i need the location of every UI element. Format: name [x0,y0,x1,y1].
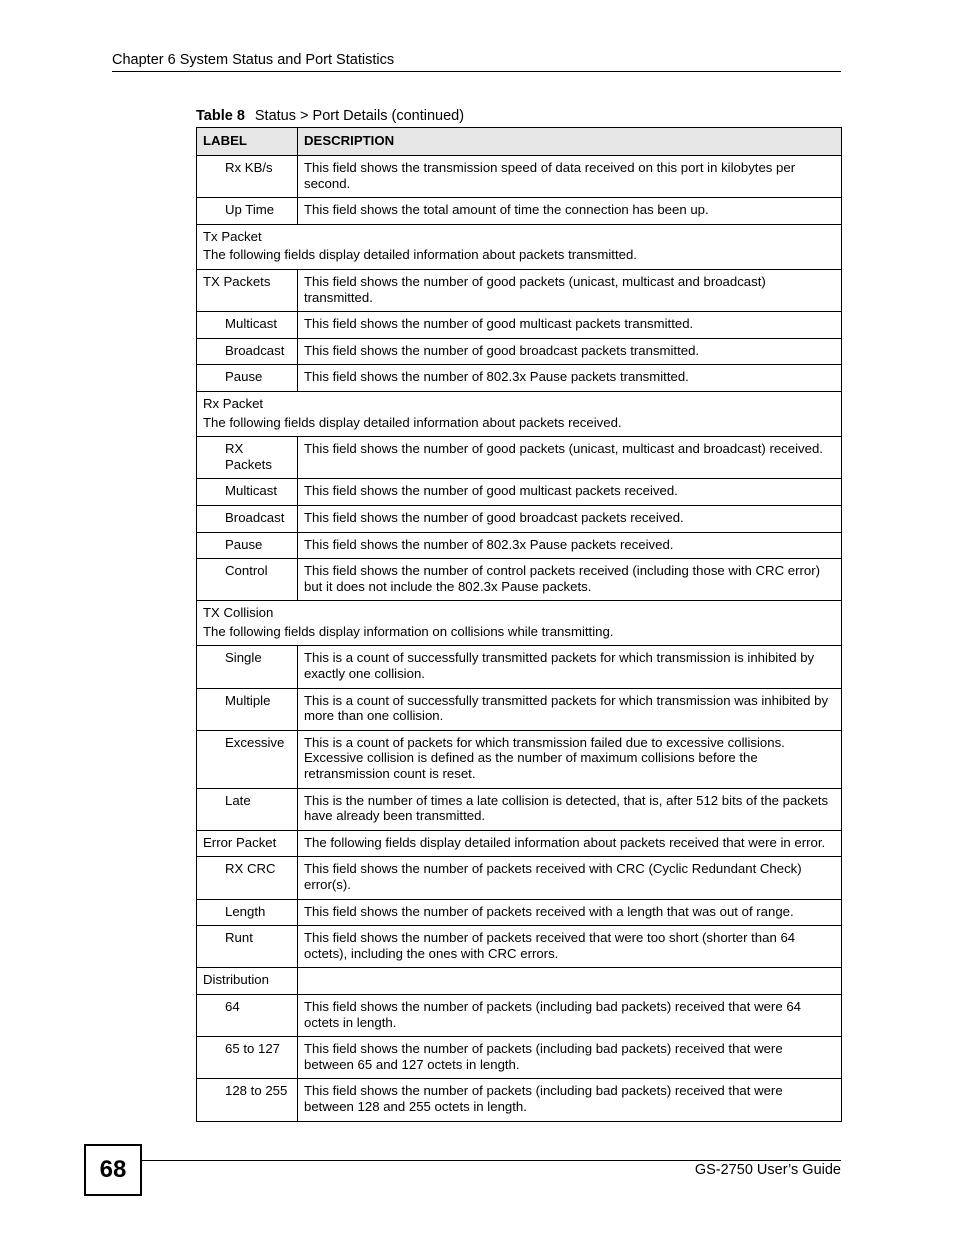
footer-rule [140,1160,841,1161]
section-title: Rx Packet [203,395,264,411]
table-row [197,830,842,857]
table-number: Table 8 [196,108,245,124]
section-description: The following fields display information on collisions while transmitting. [203,623,614,639]
label-cell: Length [197,899,298,926]
table-row [197,505,842,532]
label-cell: Broadcast [197,505,298,532]
label-cell: Multicast [197,312,298,339]
section-cell [197,601,842,646]
label-cell: Single [197,646,298,688]
description-cell: This field shows the number of good multicast packets transmitted. [298,312,842,339]
description-cell: The following fields display detailed information about packets received that were in error. [298,830,842,857]
description-cell: This field shows the number of good broadcast packets transmitted. [298,338,842,365]
label-cell: Multiple [197,688,298,730]
label-cell: 128 to 255 [197,1079,298,1121]
table-row [197,994,842,1036]
description-cell: This field shows the number of good broadcast packets received. [298,505,842,532]
port-details-table [196,127,842,1122]
description-cell: This field shows the number of good multicast packets received. [298,479,842,506]
column-header-description: DESCRIPTION [298,128,842,156]
chapter-header: Chapter 6 System Status and Port Statistics [112,52,841,72]
table-row [197,559,842,601]
description-cell: This field shows the total amount of time the connection has been up. [298,198,842,225]
section-cell [197,224,842,269]
label-cell: Rx KB/s [197,156,298,198]
table-body [197,156,842,1122]
table-row [197,532,842,559]
table-row [197,968,842,995]
label-cell: Error Packet [197,830,298,857]
table-row [197,1079,842,1121]
table-row [197,1037,842,1079]
section-description: The following fields display detailed information about packets received. [203,414,622,430]
label-cell: RX Packets [197,437,298,479]
description-cell: This field shows the number of good packets (unicast, multicast and broadcast) received. [298,437,842,479]
label-cell: Runt [197,926,298,968]
section-row [197,601,842,646]
section-description: The following fields display detailed information about packets transmitted. [203,247,637,263]
label-cell: RX CRC [197,857,298,899]
table-row [197,437,842,479]
description-cell: This field shows the number of packets (including bad packets) received that were between 128 and 255 octets in length. [298,1079,842,1121]
description-cell: This is a count of packets for which transmission failed due to excessive collisions. Excessive collision is defined as the number of maximum collisions before the retransmission count is reset. [298,730,842,788]
label-cell: 64 [197,994,298,1036]
label-cell: Pause [197,365,298,392]
description-cell [298,968,842,995]
table-row [197,926,842,968]
section-title: Tx Packet [203,228,262,244]
description-cell: This is a count of successfully transmitted packets for which transmission is inhibited by exactly one collision. [298,646,842,688]
description-cell: This field shows the number of 802.3x Pause packets transmitted. [298,365,842,392]
section-title: TX Collision [203,605,274,621]
label-cell: Distribution [197,968,298,995]
table-row [197,688,842,730]
table-row [197,365,842,392]
table-row [197,899,842,926]
description-cell: This is a count of successfully transmitted packets for which transmission was inhibited by more than one collision. [298,688,842,730]
label-cell: TX Packets [197,269,298,311]
label-cell: Up Time [197,198,298,225]
table-row [197,646,842,688]
table-row [197,338,842,365]
table-header-row [197,128,842,156]
table-row [197,788,842,830]
table-row [197,312,842,339]
description-cell: This field shows the number of good packets (unicast, multicast and broadcast) transmitted. [298,269,842,311]
guide-title: GS-2750 User’s Guide [694,1162,841,1178]
section-row [197,224,842,269]
description-cell: This field shows the number of packets (including bad packets) received that were 64 octets in length. [298,994,842,1036]
table-row [197,156,842,198]
label-cell: Control [197,559,298,601]
label-cell: Excessive [197,730,298,788]
description-cell: This field shows the number of packets received with a length that was out of range. [298,899,842,926]
table-row [197,857,842,899]
description-cell: This field shows the number of 802.3x Pause packets received. [298,532,842,559]
section-cell [197,391,842,436]
description-cell: This field shows the number of packets (including bad packets) received that were between 65 and 127 octets in length. [298,1037,842,1079]
section-row [197,391,842,436]
description-cell: This is the number of times a late collision is detected, that is, after 512 bits of the packets have already been transmitted. [298,788,842,830]
label-cell: Pause [197,532,298,559]
table-row [197,198,842,225]
description-cell: This field shows the transmission speed of data received on this port in kilobytes per second. [298,156,842,198]
description-cell: This field shows the number of packets received that were too short (shorter than 64 octets), including the ones with CRC errors. [298,926,842,968]
page-number: 68 [84,1144,142,1196]
table-row [197,730,842,788]
label-cell: 65 to 127 [197,1037,298,1079]
label-cell: Broadcast [197,338,298,365]
description-cell: This field shows the number of control packets received (including those with CRC error) but it does not include the 802.3x Pause packets. [298,559,842,601]
table-title: Status > Port Details (continued) [254,108,465,124]
label-cell: Multicast [197,479,298,506]
description-cell: This field shows the number of packets received with CRC (Cyclic Redundant Check) error(s). [298,857,842,899]
column-header-label: LABEL [197,128,298,156]
label-cell: Late [197,788,298,830]
table-row [197,269,842,311]
table-row [197,479,842,506]
table-caption [196,108,464,124]
